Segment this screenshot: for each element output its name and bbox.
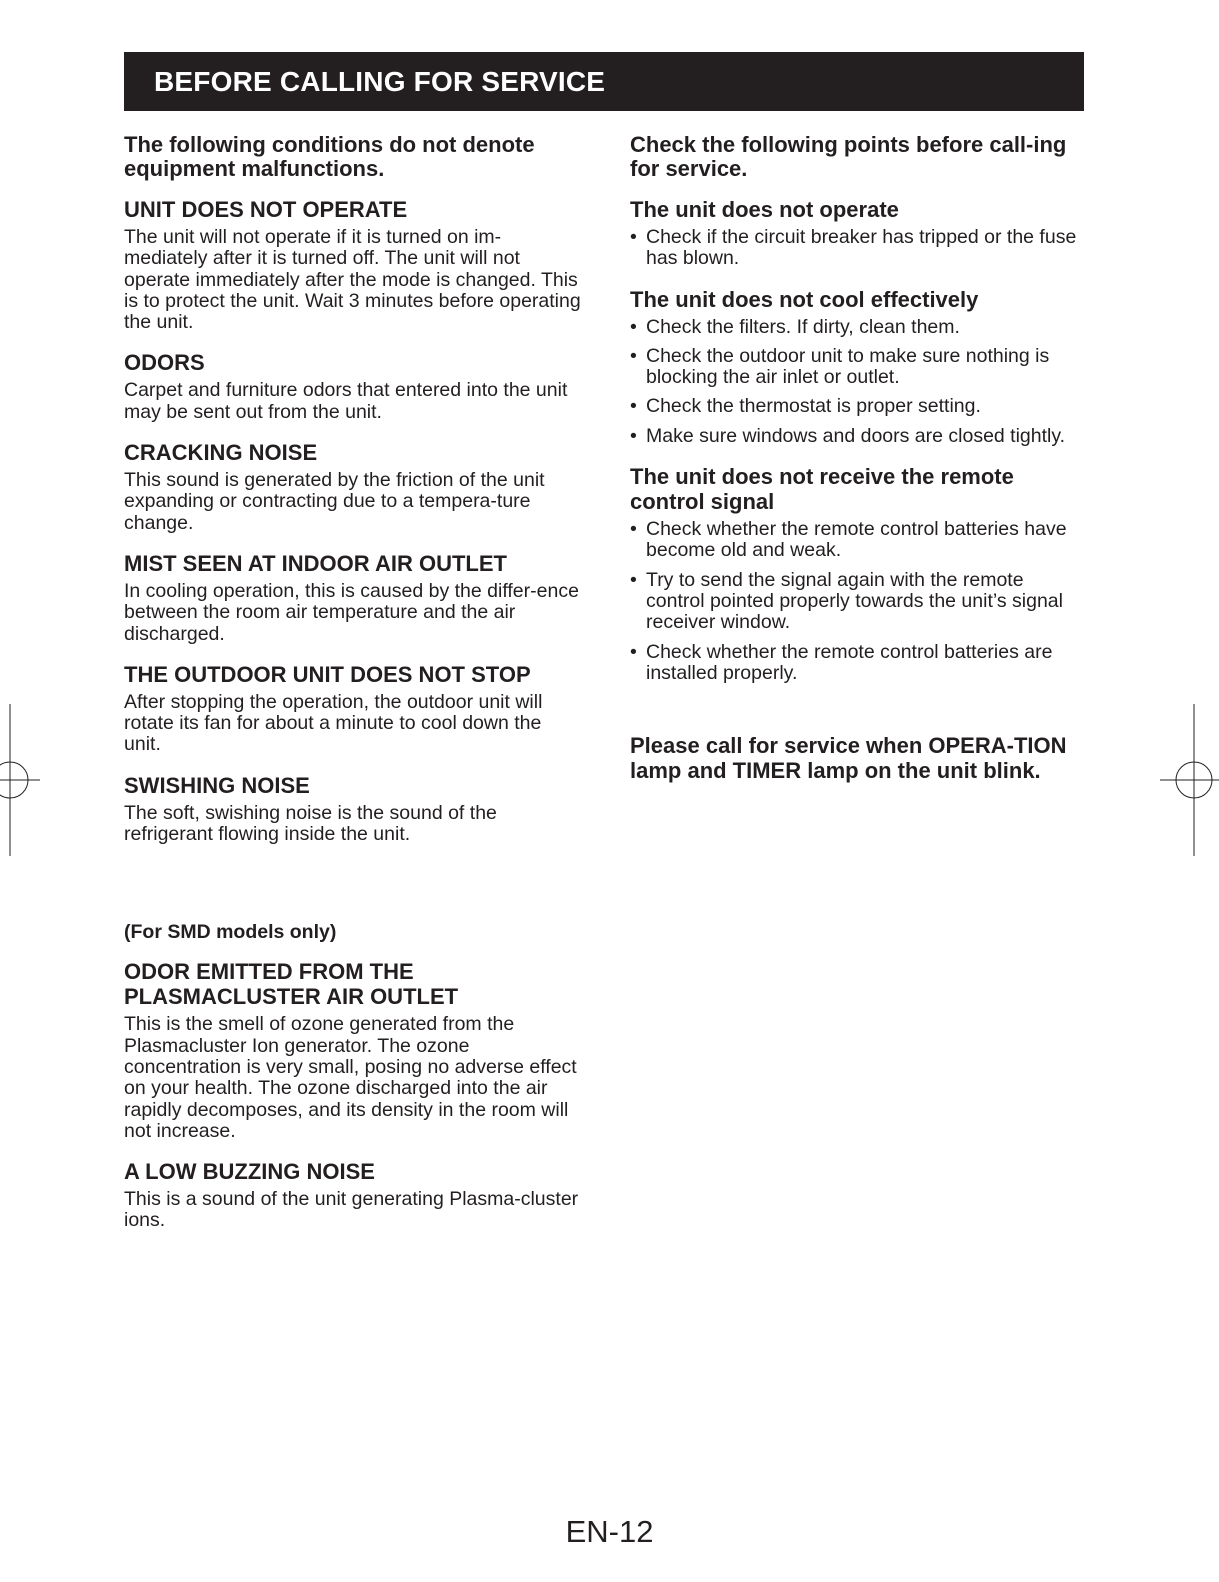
heading-check-not-cool: The unit does not cool effectively xyxy=(630,286,979,312)
registration-mark-left xyxy=(0,704,40,856)
list-item xyxy=(630,346,1082,389)
text-low-buzzing-noise: This is a sound of the unit generating Plasma-cluster ions. xyxy=(124,1188,579,1232)
heading-unit-does-not-operate: UNIT DOES NOT OPERATE xyxy=(124,197,408,222)
list-item xyxy=(630,519,1082,562)
list-item xyxy=(630,317,1082,338)
text-outdoor-unit-not-stop: After stopping the operation, the outdoor unit will rotate its fan for about a minute to cool down the unit. xyxy=(124,690,543,756)
list-check-not-operate xyxy=(630,227,1082,270)
list-item-text: Check the filters. If dirty, clean them. xyxy=(646,315,960,338)
list-item-text: Check whether the remote control batteries have become old and weak. xyxy=(646,518,1067,562)
list-item-text: Try to send the signal again with the remote control pointed properly towards the unit’s signal receiver window. xyxy=(646,568,1063,634)
bullet-glyph: • xyxy=(630,344,637,367)
list-item-text: Check the outdoor unit to make sure nothing is blocking the air inlet or outlet. xyxy=(646,344,1050,389)
heading-check-not-operate: The unit does not operate xyxy=(630,197,899,222)
left-column xyxy=(124,133,582,1249)
list-item-text: Make sure windows and doors are closed tightly. xyxy=(646,424,1066,447)
text-swishing-noise: The soft, swishing noise is the sound of the refrigerant flowing inside the unit. xyxy=(124,801,497,846)
bullet-glyph: • xyxy=(630,315,637,338)
section-banner xyxy=(124,52,1084,111)
list-check-not-cool xyxy=(630,317,1082,447)
list-item xyxy=(630,227,1082,270)
heading-swishing-noise: SWISHING NOISE xyxy=(124,772,310,798)
bullet-glyph: • xyxy=(630,226,637,248)
text-mist-seen: In cooling operation, this is caused by the differ-ence between the room air temperature and the air discharged. xyxy=(124,579,579,645)
list-item xyxy=(630,642,1082,685)
text-unit-does-not-operate: The unit will not operate if it is turned on im-mediately after it is turned off. The unit will not operate immediately after the mode is changed. This is to protect the unit. Wait 3 minutes before operating the unit. xyxy=(124,226,581,334)
heading-low-buzzing-noise: A LOW BUZZING NOISE xyxy=(124,1159,375,1185)
right-intro: Check the following points before call-ing for service. xyxy=(630,132,1067,181)
page-number: EN-12 xyxy=(565,1514,654,1549)
bullet-glyph: • xyxy=(630,568,637,591)
bullet-glyph: • xyxy=(630,395,637,418)
bullet-glyph: • xyxy=(630,424,637,447)
heading-mist-seen: MIST SEEN AT INDOOR AIR OUTLET xyxy=(124,550,507,576)
heading-outdoor-unit-not-stop: THE OUTDOOR UNIT DOES NOT STOP xyxy=(124,661,531,687)
right-column xyxy=(630,133,1082,783)
left-intro: The following conditions do not denote equipment malfunctions. xyxy=(124,132,535,181)
text-cracking-noise: This sound is generated by the friction of the unit expanding or contracting due to a tempera-ture change. xyxy=(124,469,545,534)
heading-check-remote-signal: The unit does not receive the remote control signal xyxy=(630,464,1014,515)
bullet-glyph: • xyxy=(630,518,637,541)
list-item xyxy=(630,396,1082,417)
list-item-text: Check whether the remote control batteries are installed properly. xyxy=(646,640,1053,684)
list-item-text: Check if the circuit breaker has tripped or the fuse has blown. xyxy=(646,226,1077,270)
service-call-note: Please call for service when OPERA-TION lamp and TIMER lamp on the unit blink. xyxy=(630,733,1067,783)
list-check-remote-signal xyxy=(630,519,1082,684)
list-item xyxy=(630,426,1082,447)
heading-odors: ODORS xyxy=(124,350,205,376)
smd-models-note: (For SMD models only) xyxy=(124,921,337,944)
text-odor-plasmacluster: This is the smell of ozone generated from the Plasmacluster Ion generator. The ozone concentration is very small, posing no adverse effect on your health. The ozone discharged into the air rapidly decomposes, and its density in the room will not increase. xyxy=(124,1013,577,1142)
bullet-glyph: • xyxy=(630,640,637,663)
heading-cracking-noise: CRACKING NOISE xyxy=(124,440,318,466)
text-odors: Carpet and furniture odors that entered into the unit may be sent out from the unit. xyxy=(124,379,568,423)
heading-odor-plasmacluster: ODOR EMITTED FROM THE PLASMACLUSTER AIR OUTLET xyxy=(124,959,459,1010)
list-item-text: Check the thermostat is proper setting. xyxy=(646,395,981,418)
list-item xyxy=(630,570,1082,634)
registration-mark-right xyxy=(1160,704,1219,856)
banner-title: BEFORE CALLING FOR SERVICE xyxy=(154,66,606,97)
